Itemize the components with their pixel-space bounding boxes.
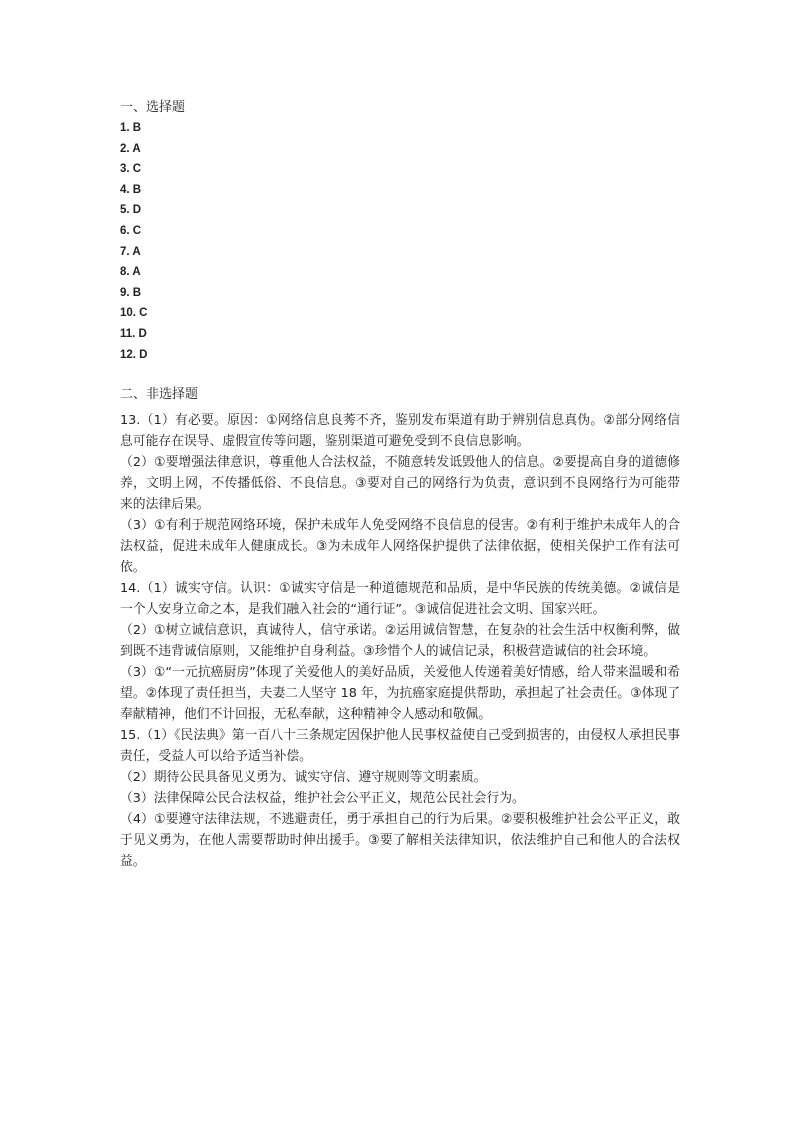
mc-answer-10: 10. C: [120, 307, 148, 320]
mc-answer-9: 9. B: [120, 286, 142, 299]
answer-paragraph-15-4: （4）①要遵守法律法规，不逃避责任，勇于承担自己的行为后果。②要积极维护社会公平正义，敢于见义勇为，在他人需要帮助时伸出援手。③要了解相关法律知识，依法维护自己和他人的合法权益。: [120, 812, 680, 869]
mc-answer-4: 4. B: [120, 183, 142, 196]
answer-paragraph-13-3: （3）①有利于规范网络环境，保护未成年人免受网络不良信息的侵害。②有利于维护未成年人的合法权益，促进未成年人健康成长。③为未成年人网络保护提供了法律依据，使相关保护工作有法可依。: [120, 518, 680, 575]
section-heading-multiple-choice: 一、选择题: [120, 100, 186, 115]
mc-answer-5: 5. D: [120, 204, 142, 217]
mc-answer-12: 12. D: [120, 348, 148, 361]
answer-paragraph-14-2: （2）①树立诚信意识，真诚待人，信守承诺。②运用诚信智慧，在复杂的社会生活中权衡利弊，做到既不违背诚信原则，又能维护自身利益。③珍惜个人的诚信记录，积极营造诚信的社会环境。: [120, 623, 680, 659]
answer-paragraph-15-2: （2）期待公民具备见义勇为、诚实守信、遵守规则等文明素质。: [120, 770, 487, 785]
answer-paragraph-13-1: 13.（1）有必要。原因：①网络信息良莠不齐，鉴别发布渠道有助于辨别信息真伪。②部分网络信息可能存在误导、虚假宣传等问题，鉴别渠道可避免受到不良信息影响。: [120, 413, 680, 449]
answer-paragraph-15-3: （3）法律保障公民合法权益，维护社会公平正义，规范公民社会行为。: [120, 791, 525, 806]
section-heading-non-multiple-choice: 二、非选择题: [120, 387, 199, 402]
mc-answer-8: 8. A: [120, 266, 141, 279]
written-answers: [120, 410, 680, 872]
mc-answer-3: 3. C: [120, 163, 142, 176]
mc-answer-2: 2. A: [120, 142, 141, 155]
mc-answer-7: 7. A: [120, 245, 141, 258]
answer-paragraph-13-2: （2）①要增强法律意识，尊重他人合法权益，不随意转发诋毁他人的信息。②要提高自身的道德修养，文明上网，不传播低俗、不良信息。③要对自己的网络行为负责，意识到不良网络行为可能带来的法律后果。: [120, 455, 680, 512]
mc-answer-6: 6. C: [120, 224, 142, 237]
mc-answer-11: 11. D: [120, 327, 147, 340]
mc-answer-1: 1. B: [120, 122, 142, 134]
answer-paragraph-15-1: 15.（1）《民法典》第一百八十三条规定因保护他人民事权益使自己受到损害的，由侵权人承担民事责任，受益人可以给予适当补偿。: [120, 728, 680, 764]
answer-paragraph-14-3: （3）①“一元抗癌厨房”体现了关爱他人的美好品质，关爱他人传递着美好情感，给人带来温暖和希望。②体现了责任担当，夫妻二人坚守 18 年，为抗癌家庭提供帮助，承担起了社会责任。③体现了奉献精神，他们不计回报，无私奉献，这种精神令人感动和敬佩。: [120, 665, 680, 722]
multiple-choice-answer-list: [120, 121, 148, 368]
answer-paragraph-14-1: 14.（1）诚实守信。认识：①诚实守信是一种道德规范和品质，是中华民族的传统美德。②诚信是一个人安身立命之本，是我们融入社会的“通行证”。③诚信促进社会文明、国家兴旺。: [120, 581, 680, 617]
